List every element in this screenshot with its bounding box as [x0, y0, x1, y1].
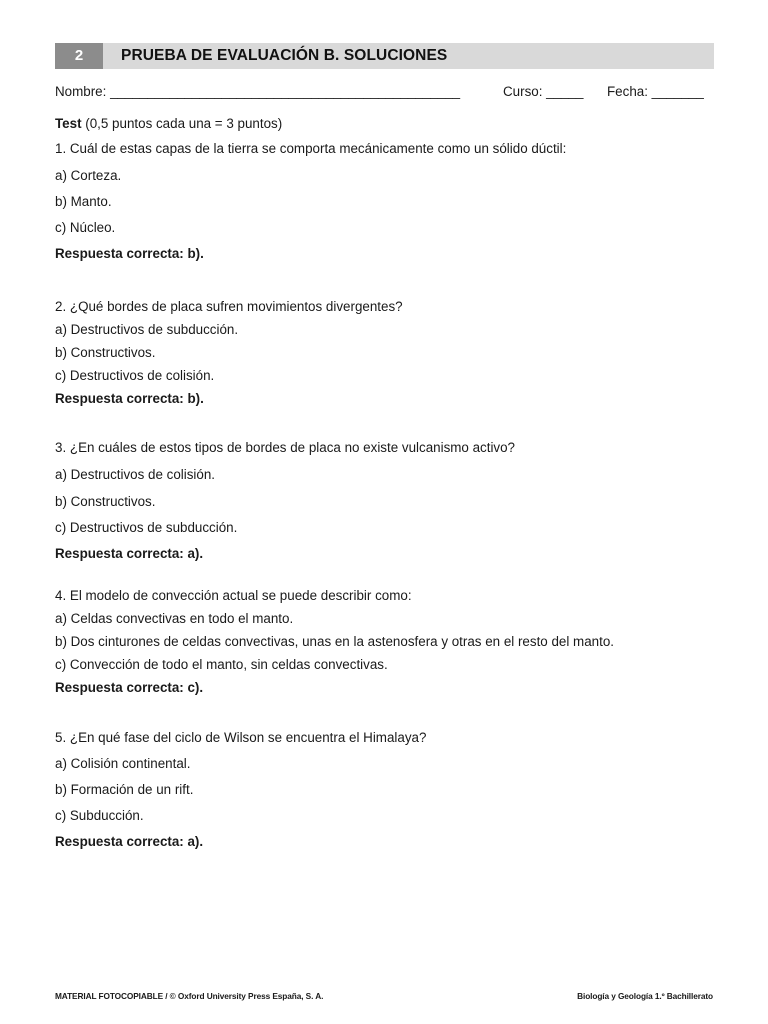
- question-4: 4. El modelo de convección actual se puede describir como:: [55, 588, 412, 603]
- question-1-option-b: b) Manto.: [55, 194, 112, 209]
- name-field: Nombre: _______________________________________________: [55, 84, 461, 99]
- question-4-answer: Respuesta correcta: c).: [55, 680, 204, 695]
- page-header: [55, 43, 714, 69]
- question-3-option-b: b) Constructivos.: [55, 494, 156, 509]
- question-1-option-c: c) Núcleo.: [55, 220, 116, 235]
- date-field: Fecha: _______: [607, 84, 704, 99]
- course-field: Curso: _____: [503, 84, 584, 99]
- footer-copyright: MATERIAL FOTOCOPIABLE / © Oxford University Press España, S. A.: [55, 991, 324, 1001]
- question-4-option-c: c) Convección de todo el manto, sin celdas convectivas.: [55, 657, 388, 672]
- test-points: (0,5 puntos cada una = 3 puntos): [81, 116, 283, 131]
- question-4-option-b: b) Dos cinturones de celdas convectivas, unas en la astenosfera y otras en el resto del manto.: [55, 634, 614, 649]
- question-2-option-c: c) Destructivos de colisión.: [55, 368, 215, 383]
- question-3-option-c: c) Destructivos de subducción.: [55, 520, 238, 535]
- question-5-option-a: a) Colisión continental.: [55, 756, 191, 771]
- question-2: 2. ¿Qué bordes de placa sufren movimientos divergentes?: [55, 299, 403, 314]
- page-title: PRUEBA DE EVALUACIÓN B. SOLUCIONES: [121, 47, 448, 64]
- question-1-option-a: a) Corteza.: [55, 168, 122, 183]
- test-heading: [55, 116, 282, 131]
- question-3-option-a: a) Destructivos de colisión.: [55, 467, 216, 482]
- question-2-option-a: a) Destructivos de subducción.: [55, 322, 239, 337]
- question-5-option-c: c) Subducción.: [55, 808, 144, 823]
- test-label: Test: [55, 116, 82, 131]
- question-2-option-b: b) Constructivos.: [55, 345, 156, 360]
- question-5-option-b: b) Formación de un rift.: [55, 782, 194, 797]
- question-5-answer: Respuesta correcta: a).: [55, 834, 204, 849]
- question-5: 5. ¿En qué fase del ciclo de Wilson se encuentra el Himalaya?: [55, 730, 427, 745]
- question-1: 1. Cuál de estas capas de la tierra se comporta mecánicamente como un sólido dúctil:: [55, 141, 567, 156]
- question-2-answer: Respuesta correcta: b).: [55, 391, 204, 406]
- question-3-answer: Respuesta correcta: a).: [55, 546, 204, 561]
- question-3: 3. ¿En cuáles de estos tipos de bordes de placa no existe vulcanismo activo?: [55, 440, 516, 455]
- question-4-option-a: a) Celdas convectivas en todo el manto.: [55, 611, 294, 626]
- section-number: 2: [55, 43, 103, 69]
- footer-subject: Biología y Geología 1.º Bachillerato: [577, 991, 713, 1001]
- question-1-answer: Respuesta correcta: b).: [55, 246, 204, 261]
